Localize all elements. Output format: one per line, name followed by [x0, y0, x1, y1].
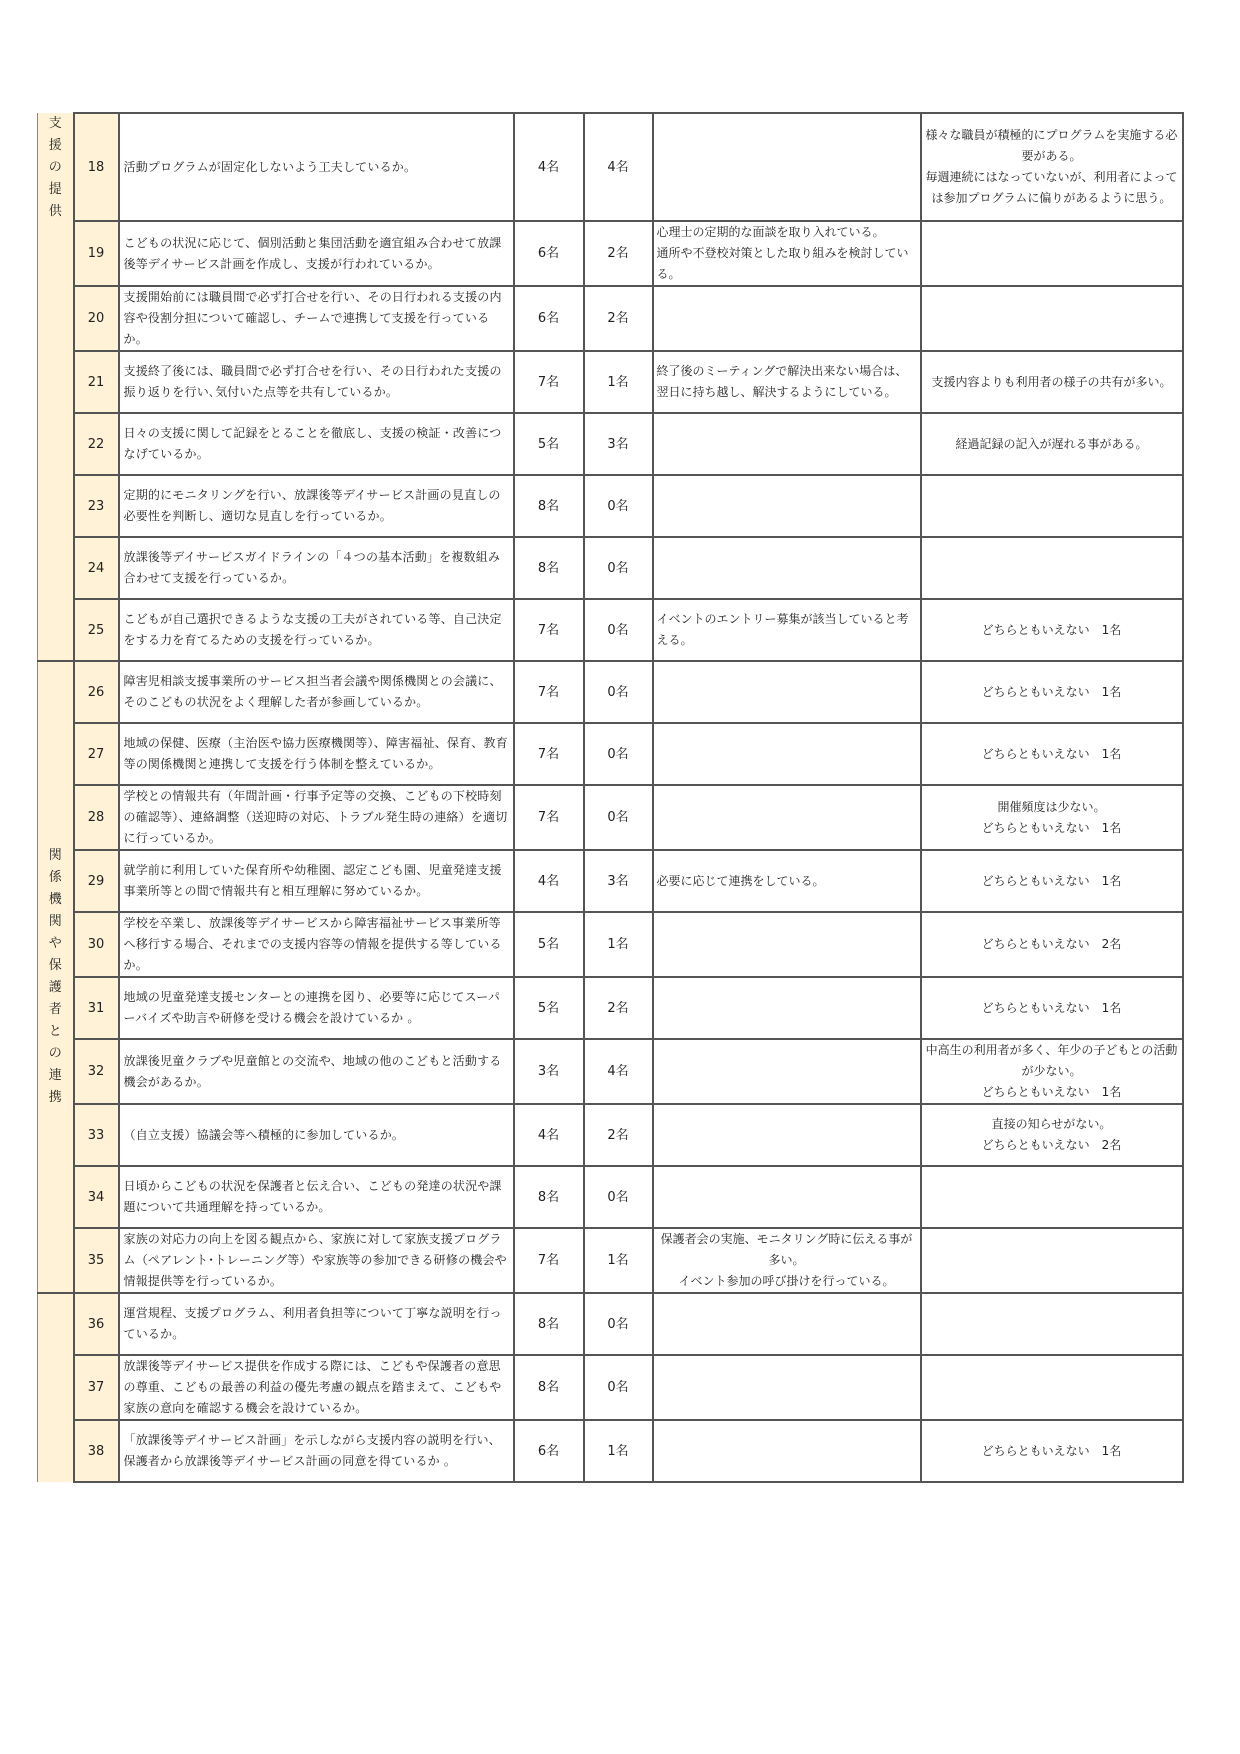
table-row [38, 221, 1183, 286]
yes-count: 4名 [514, 850, 584, 912]
row-number: 31 [74, 977, 119, 1039]
improvement-note [653, 1039, 921, 1104]
no-count: 2名 [584, 221, 653, 286]
improvement-note [653, 413, 921, 475]
no-count: 4名 [584, 1039, 653, 1104]
question-text: 日々の支援に関して記録をとることを徹底し、支援の検証・改善につなげているか。 [119, 413, 514, 475]
row-number: 24 [74, 537, 119, 599]
no-count: 3名 [584, 413, 653, 475]
row-number: 29 [74, 850, 119, 912]
yes-count: 7名 [514, 723, 584, 785]
question-text: （自立支援）協議会等へ積極的に参加しているか。 [119, 1104, 514, 1166]
improvement-note [653, 977, 921, 1039]
question-text: 定期的にモニタリングを行い、放課後等デイサービス計画の見直しの必要性を判断し、適切な見直しを行っているか。 [119, 475, 514, 537]
question-text: 放課後等デイサービス提供を作成する際には、こどもや保護者の意思の尊重、こどもの最善の利益の優先考慮の観点を踏まえて、こどもや家族の意向を確認する機会を設けているか。 [119, 1355, 514, 1420]
comment-note [921, 221, 1183, 286]
improvement-note [653, 537, 921, 599]
table-row [38, 351, 1183, 413]
improvement-note [653, 475, 921, 537]
question-text: 活動プログラムが固定化しないよう工夫しているか。 [119, 113, 514, 221]
comment-note [921, 537, 1183, 599]
no-count: 1名 [584, 912, 653, 977]
comment-note: どちらともいえない 1名 [921, 977, 1183, 1039]
row-number: 23 [74, 475, 119, 537]
row-number: 34 [74, 1166, 119, 1228]
no-count: 0名 [584, 537, 653, 599]
table-body [38, 113, 1183, 1482]
table-row [38, 1228, 1183, 1293]
question-text: 地域の保健、医療（主治医や協力医療機関等）、障害福祉、保育、教育等の関係機関と連携して支援を行う体制を整えているか。 [119, 723, 514, 785]
table-row [38, 599, 1183, 661]
comment-note [921, 475, 1183, 537]
row-number: 36 [74, 1293, 119, 1355]
row-number: 25 [74, 599, 119, 661]
improvement-note [653, 723, 921, 785]
question-text: 支援終了後には、職員間で必ず打合せを行い、その日行われた支援の振り返りを行い､気付いた点等を共有しているか。 [119, 351, 514, 413]
yes-count: 7名 [514, 661, 584, 723]
table-row [38, 286, 1183, 351]
no-count: 0名 [584, 1166, 653, 1228]
table-row [38, 661, 1183, 723]
evaluation-sheet [37, 112, 1184, 1483]
no-count: 2名 [584, 1104, 653, 1166]
evaluation-table [37, 112, 1184, 1483]
no-count: 0名 [584, 599, 653, 661]
row-number: 37 [74, 1355, 119, 1420]
question-text: 放課後等デイサービスガイドラインの「４つの基本活動」を複数組み合わせて支援を行っているか。 [119, 537, 514, 599]
yes-count: 5名 [514, 413, 584, 475]
improvement-note [653, 1355, 921, 1420]
no-count: 3名 [584, 850, 653, 912]
question-text: 就学前に利用していた保育所や幼稚園、認定こども園、児童発達支援事業所等との間で情報共有と相互理解に努めているか。 [119, 850, 514, 912]
table-row [38, 977, 1183, 1039]
row-number: 21 [74, 351, 119, 413]
section-label-text: 関係機関や保護者との連携 [48, 848, 62, 1105]
table-row [38, 850, 1183, 912]
yes-count: 8名 [514, 1166, 584, 1228]
row-number: 32 [74, 1039, 119, 1104]
section-label [38, 1293, 74, 1482]
improvement-note [653, 286, 921, 351]
yes-count: 8名 [514, 537, 584, 599]
row-number: 38 [74, 1420, 119, 1482]
question-text: こどもが自己選択できるような支援の工夫がされている等、自己決定をする力を育てるための支援を行っているか。 [119, 599, 514, 661]
table-row [38, 785, 1183, 850]
improvement-note: 保護者会の実施、モニタリング時に伝える事が多い。 イベント参加の呼び掛けを行っている。 [653, 1228, 921, 1293]
comment-note [921, 1355, 1183, 1420]
question-text: 学校との情報共有（年間計画・行事予定等の交換、こどもの下校時刻の確認等）、連絡調整（送迎時の対応、トラブル発生時の連絡）を適切に行っているか。 [119, 785, 514, 850]
no-count: 0名 [584, 475, 653, 537]
yes-count: 5名 [514, 977, 584, 1039]
comment-note: どちらともいえない 2名 [921, 912, 1183, 977]
question-text: 日頃からこどもの状況を保護者と伝え合い、こどもの発達の状況や課題について共通理解を持っているか。 [119, 1166, 514, 1228]
no-count: 1名 [584, 351, 653, 413]
improvement-note: イベントのエントリー募集が該当していると考える。 [653, 599, 921, 661]
improvement-note [653, 785, 921, 850]
yes-count: 7名 [514, 785, 584, 850]
section-label-text: 支援の提供 [48, 116, 62, 219]
comment-note: どちらともいえない 1名 [921, 599, 1183, 661]
comment-note: どちらともいえない 1名 [921, 661, 1183, 723]
comment-note [921, 286, 1183, 351]
no-count: 4名 [584, 113, 653, 221]
no-count: 0名 [584, 723, 653, 785]
improvement-note [653, 1104, 921, 1166]
no-count: 0名 [584, 785, 653, 850]
section-label [38, 113, 74, 661]
question-text: 地域の児童発達支援センターとの連携を図り、必要等に応じてスーパーバイズや助言や研修を受ける機会を設けているか 。 [119, 977, 514, 1039]
yes-count: 4名 [514, 113, 584, 221]
table-row [38, 1293, 1183, 1355]
table-row [38, 723, 1183, 785]
row-number: 28 [74, 785, 119, 850]
row-number: 30 [74, 912, 119, 977]
comment-note [921, 1293, 1183, 1355]
comment-note: 経過記録の記入が遅れる事がある。 [921, 413, 1183, 475]
no-count: 1名 [584, 1228, 653, 1293]
table-row [38, 1104, 1183, 1166]
no-count: 1名 [584, 1420, 653, 1482]
improvement-note [653, 661, 921, 723]
comment-note: 開催頻度は少ない。 どちらともいえない 1名 [921, 785, 1183, 850]
yes-count: 7名 [514, 351, 584, 413]
comment-note: どちらともいえない 1名 [921, 850, 1183, 912]
yes-count: 7名 [514, 1228, 584, 1293]
no-count: 0名 [584, 1355, 653, 1420]
row-number: 26 [74, 661, 119, 723]
yes-count: 8名 [514, 475, 584, 537]
table-row [38, 1420, 1183, 1482]
improvement-note: 終了後のミーティングで解決出来ない場合は、翌日に持ち越し、解決するようにしている。 [653, 351, 921, 413]
question-text: 「放課後等デイサービス計画」を示しながら支援内容の説明を行い、保護者から放課後等デイサービス計画の同意を得ているか 。 [119, 1420, 514, 1482]
yes-count: 8名 [514, 1293, 584, 1355]
row-number: 22 [74, 413, 119, 475]
row-number: 33 [74, 1104, 119, 1166]
yes-count: 8名 [514, 1355, 584, 1420]
improvement-note [653, 912, 921, 977]
comment-note [921, 1166, 1183, 1228]
improvement-note [653, 1420, 921, 1482]
row-number: 27 [74, 723, 119, 785]
no-count: 2名 [584, 977, 653, 1039]
yes-count: 5名 [514, 912, 584, 977]
table-row [38, 912, 1183, 977]
comment-note [921, 1228, 1183, 1293]
yes-count: 3名 [514, 1039, 584, 1104]
yes-count: 6名 [514, 221, 584, 286]
improvement-note [653, 1166, 921, 1228]
table-row [38, 1039, 1183, 1104]
question-text: 家族の対応力の向上を図る観点から、家族に対して家族支援プログラム（ペアレント･トレーニング等）や家族等の参加できる研修の機会や情報提供等を行っているか。 [119, 1228, 514, 1293]
row-number: 19 [74, 221, 119, 286]
yes-count: 4名 [514, 1104, 584, 1166]
question-text: 支援開始前には職員間で必ず打合せを行い、その日行われる支援の内容や役割分担について確認し、チームで連携して支援を行っているか。 [119, 286, 514, 351]
improvement-note [653, 113, 921, 221]
yes-count: 6名 [514, 286, 584, 351]
yes-count: 7名 [514, 599, 584, 661]
comment-note: 中高生の利用者が多く、年少の子どもとの活動が少ない。 どちらともいえない 1名 [921, 1039, 1183, 1104]
comment-note: どちらともいえない 1名 [921, 723, 1183, 785]
row-number: 18 [74, 113, 119, 221]
question-text: こどもの状況に応じて、個別活動と集団活動を適宜組み合わせて放課後等デイサービス計画を作成し、支援が行われているか。 [119, 221, 514, 286]
comment-note: 様々な職員が積極的にプログラムを実施する必要がある。 毎週連続にはなっていないが、利用者によっては参加プログラムに偏りがあるように思う。 [921, 113, 1183, 221]
table-row [38, 113, 1183, 221]
table-row [38, 1166, 1183, 1228]
question-text: 放課後児童クラブや児童館との交流や、地域の他のこどもと活動する機会があるか。 [119, 1039, 514, 1104]
question-text: 運営規程、支援プログラム、利用者負担等について丁寧な説明を行っているか。 [119, 1293, 514, 1355]
row-number: 35 [74, 1228, 119, 1293]
improvement-note: 必要に応じて連携をしている。 [653, 850, 921, 912]
row-number: 20 [74, 286, 119, 351]
table-row [38, 475, 1183, 537]
question-text: 学校を卒業し、放課後等デイサービスから障害福祉サービス事業所等へ移行する場合、それまでの支援内容等の情報を提供する等しているか。 [119, 912, 514, 977]
no-count: 0名 [584, 1293, 653, 1355]
question-text: 障害児相談支援事業所のサービス担当者会議や関係機関との会議に、そのこどもの状況をよく理解した者が参画しているか。 [119, 661, 514, 723]
table-row [38, 537, 1183, 599]
section-label [38, 661, 74, 1293]
yes-count: 6名 [514, 1420, 584, 1482]
improvement-note: 心理士の定期的な面談を取り入れている。 通所や不登校対策とした取り組みを検討している。 [653, 221, 921, 286]
comment-note: 直接の知らせがない。 どちらともいえない 2名 [921, 1104, 1183, 1166]
no-count: 0名 [584, 661, 653, 723]
table-row [38, 413, 1183, 475]
table-row [38, 1355, 1183, 1420]
comment-note: 支援内容よりも利用者の様子の共有が多い。 [921, 351, 1183, 413]
no-count: 2名 [584, 286, 653, 351]
improvement-note [653, 1293, 921, 1355]
comment-note: どちらともいえない 1名 [921, 1420, 1183, 1482]
